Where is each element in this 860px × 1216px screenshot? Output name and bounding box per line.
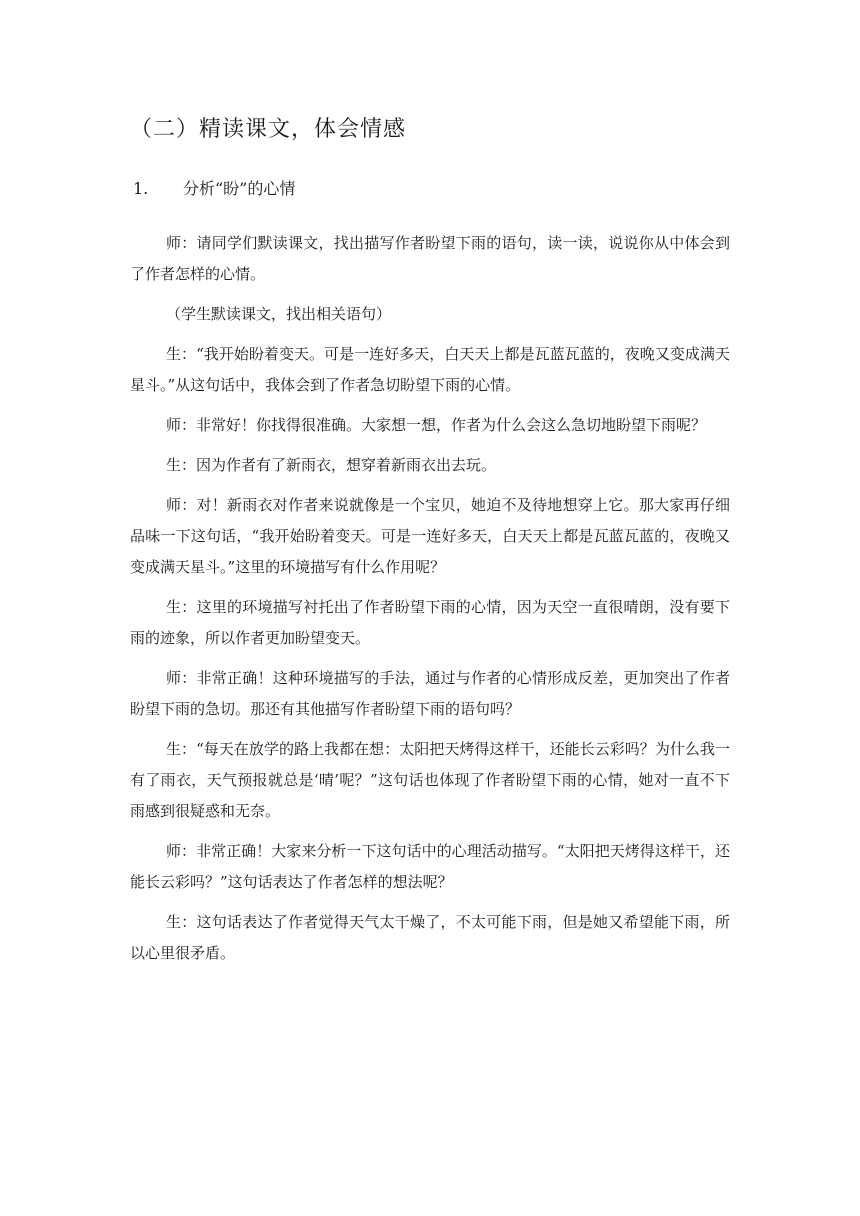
paragraph: 师：非常正确！这种环境描写的手法，通过与作者的心情形成反差，更加突出了作者盼望下雨的急切。那还有其他描写作者盼望下雨的语句吗？: [130, 669, 730, 718]
paragraph: 生：因为作者有了新雨衣，想穿着新雨衣出去玩。: [166, 456, 497, 474]
paragraph: 师：对！新雨衣对作者来说就像是一个宝贝，她迫不及待地想穿上它。那大家再仔细品味一下这句话，“我开始盼着变天。可是一连好多天，白天天上都是瓦蓝瓦蓝的，夜晚又变成满天星斗。”这里的环境描写有什么作用呢？: [130, 496, 730, 576]
paragraph: 师：非常正确！大家来分析一下这句话中的心理活动描写。“太阳把天烤得这样干，还能长云彩吗？”这句话表达了作者怎样的想法呢？: [130, 842, 730, 891]
paragraph: 生：这里的环境描写衬托出了作者盼望下雨的心情，因为天空一直很晴朗，没有要下雨的迹象，所以作者更加盼望变天。: [130, 598, 730, 647]
paragraph: 生：“我开始盼着变天。可是一连好多天，白天天上都是瓦蓝瓦蓝的，夜晚又变成满天星斗。”从这句话中，我体会到了作者急切盼望下雨的心情。: [130, 345, 730, 394]
subheading-text: 分析“盼”的心情: [183, 179, 296, 198]
paragraph: 师：请同学们默读课文，找出描写作者盼望下雨的语句，读一读，说说你从中体会到了作者怎样的心情。: [130, 234, 730, 283]
paragraph: 生：这句话表达了作者觉得天气太干燥了，不太可能下雨，但是她又希望能下雨，所以心里很矛盾。: [130, 913, 730, 962]
paragraph: 生：“每天在放学的路上我都在想：太阳把天烤得这样干，还能长云彩吗？为什么我一有了雨衣，天气预报就总是‘晴’呢？”这句话也体现了作者盼望下雨的心情，她对一直不下雨感到很疑惑和无奈。: [130, 740, 730, 820]
subheading: [133, 176, 295, 199]
paragraph: 师：非常好！你找得很准确。大家想一想，作者为什么会这么急切地盼望下雨呢？: [166, 416, 707, 434]
body-text: [130, 228, 730, 978]
paragraph-stage-note: （学生默读课文，找出相关语句）: [166, 305, 392, 323]
subheading-number: 1.: [133, 179, 149, 198]
section-heading: （二）精读课文，体会情感: [130, 117, 407, 142]
